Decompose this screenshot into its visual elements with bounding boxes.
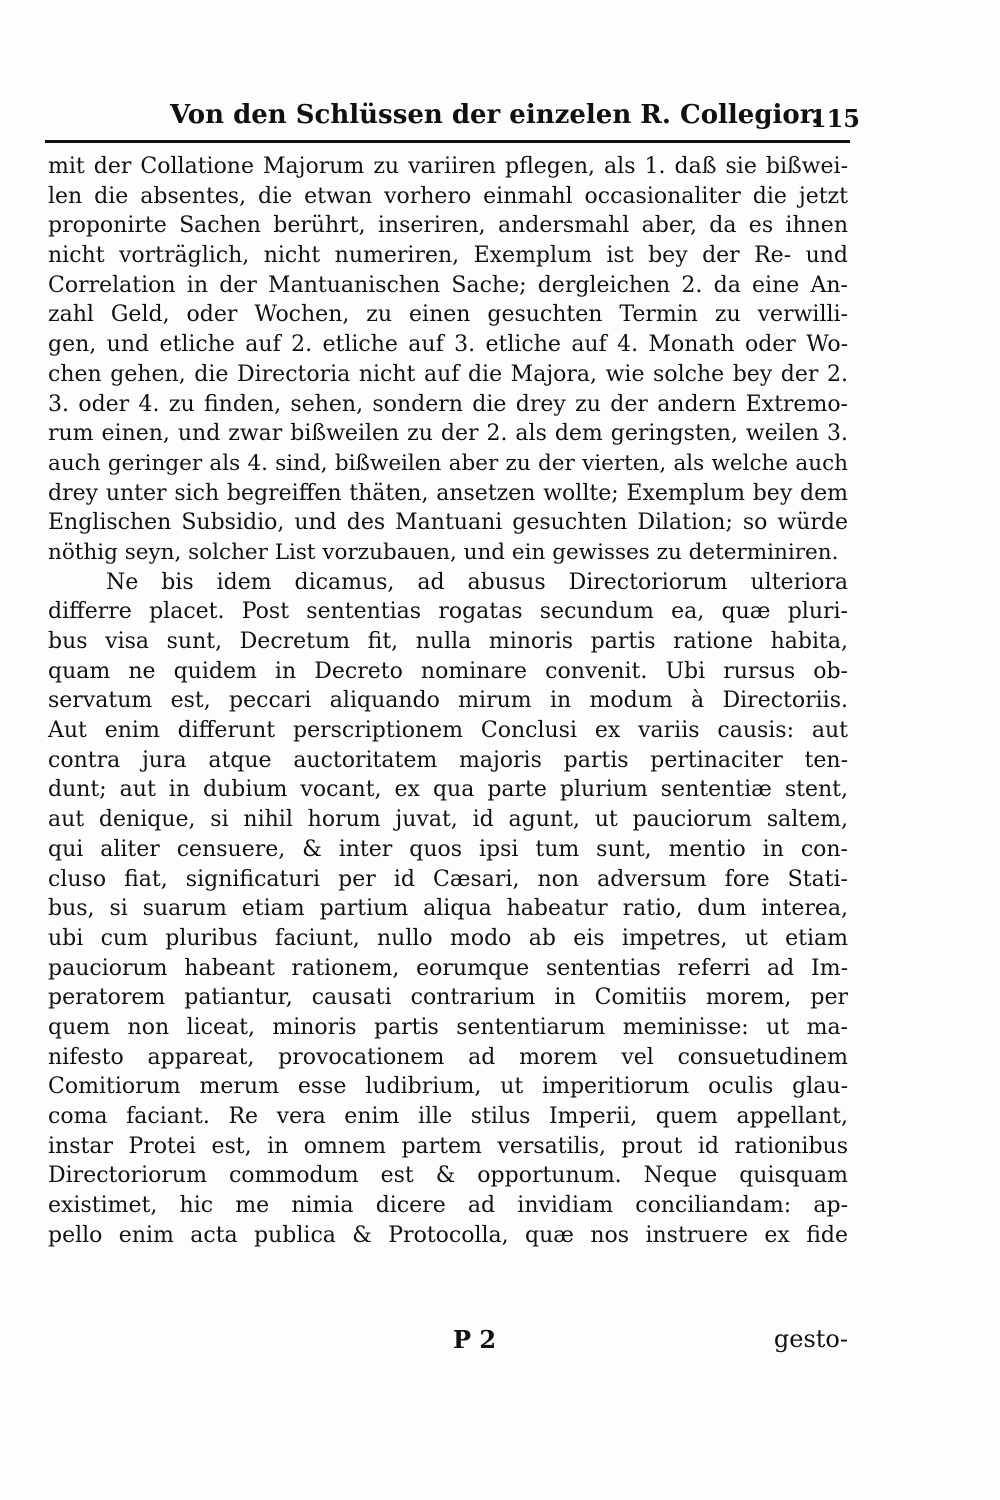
text-line: Englischen Subsidio, und des Mantuani gesuchten Dilation; so würde — [48, 510, 848, 536]
text-line: dunt; aut in dubium vocant, ex qua parte plurium sententiæ stent, — [48, 777, 848, 803]
text-line: differre placet. Post sententias rogatas secundum ea, quæ pluri- — [48, 599, 848, 625]
text-line: nöthig seyn, solcher List vorzubauen, und ein gewisses zu determiniren. — [48, 539, 839, 565]
page-number: 115 — [809, 104, 860, 133]
text-line: qui aliter censuere, & inter quos ipsi tum sunt, mentio in con- — [48, 836, 848, 862]
text-line: aut denique, si nihil horum juvat, id agunt, ut pauciorum saltem, — [48, 807, 848, 833]
catchword: gesto- — [773, 1325, 848, 1353]
text-line: quem non liceat, minoris partis sententiarum meminisse: ut ma- — [48, 1014, 848, 1040]
text-line: Comitiorum merum esse ludibrium, ut imperitiorum oculis glau- — [48, 1074, 848, 1100]
running-title: Von den Schlüssen der einzelen R. Collegior. — [170, 100, 821, 130]
text-line: contra jura atque auctoritatem majoris partis pertinaciter ten- — [48, 747, 848, 773]
page-footer — [48, 1325, 848, 1361]
text-line: nicht vorträglich, nicht numeriren, Exemplum ist bey der Re- und — [48, 243, 848, 269]
paragraph-start-line: Ne bis idem dicamus, ad abusus Directoriorum ulteriora — [106, 569, 848, 595]
text-line: 3. oder 4. zu finden, sehen, sondern die drey zu der andern Extremo- — [48, 391, 848, 417]
text-line: chen gehen, die Directoria nicht auf die Majora, wie solche bey der 2. — [48, 361, 848, 387]
page-header — [70, 100, 860, 140]
text-line: Correlation in der Mantuanischen Sache; dergleichen 2. da eine An- — [48, 272, 848, 298]
text-line: zahl Geld, oder Wochen, zu einen gesuchten Termin zu verwilli- — [48, 302, 848, 328]
text-line: cluso fiat, significaturi per id Cæsari, non adversum fore Stati- — [48, 866, 848, 892]
text-line: len die absentes, die etwan vorhero einmahl occasionaliter die jetzt — [48, 183, 848, 209]
text-line: pello enim acta publica & Protocolla, quæ nos instruere ex fide — [48, 1222, 848, 1248]
text-line: Aut enim differunt perscriptionem Conclusi ex variis causis: aut — [48, 718, 848, 744]
text-line: ubi cum pluribus faciunt, nullo modo ab eis impetres, ut etiam — [48, 925, 848, 951]
text-line: proponirte Sachen berührt, inseriren, andersmahl aber, da es ihnen — [48, 213, 848, 239]
text-line: mit der Collatione Majorum zu variiren pflegen, als 1. daß sie bißwei- — [48, 154, 848, 179]
text-line: gen, und etliche auf 2. etliche auf 3. etliche auf 4. Monath oder Wo- — [48, 332, 848, 358]
text-line: instar Protei est, in omnem partem versatilis, prout id rationibus — [48, 1133, 848, 1159]
text-line: drey unter sich begreiffen thäten, ansetzen wollte; Exemplum bey dem — [48, 480, 848, 506]
signature-mark: P 2 — [453, 1325, 497, 1354]
text-line: bus visa sunt, Decretum fit, nulla minoris partis ratione habita, — [48, 629, 848, 654]
text-line: nifesto appareat, provocationem ad morem vel consuetudinem — [48, 1044, 848, 1070]
text-line: existimet, hic me nimia dicere ad invidiam conciliandam: ap- — [48, 1193, 848, 1219]
text-line: quam ne quidem in Decreto nominare convenit. Ubi rursus ob- — [48, 658, 848, 684]
text-line: auch geringer als 4. sind, bißweilen aber zu der vierten, als welche auch — [48, 450, 848, 476]
text-line: coma faciant. Re vera enim ille stilus Imperii, quem appellant, — [48, 1104, 848, 1129]
body-text — [48, 152, 848, 1250]
text-line: rum einen, und zwar bißweilen zu der 2. als dem geringsten, weilen 3. — [48, 421, 848, 447]
header-rule — [45, 140, 850, 143]
text-line: peratorem patiantur, causati contrarium in Comitiis morem, per — [48, 985, 848, 1011]
text-line: bus, si suarum etiam partium aliqua habeatur ratio, dum interea, — [48, 896, 848, 922]
text-line: servatum est, peccari aliquando mirum in modum à Directoriis. — [48, 688, 848, 714]
text-line: Directoriorum commodum est & opportunum. Neque quisquam — [48, 1163, 848, 1189]
text-line: pauciorum habeant rationem, eorumque sententias referri ad Im- — [48, 955, 848, 981]
